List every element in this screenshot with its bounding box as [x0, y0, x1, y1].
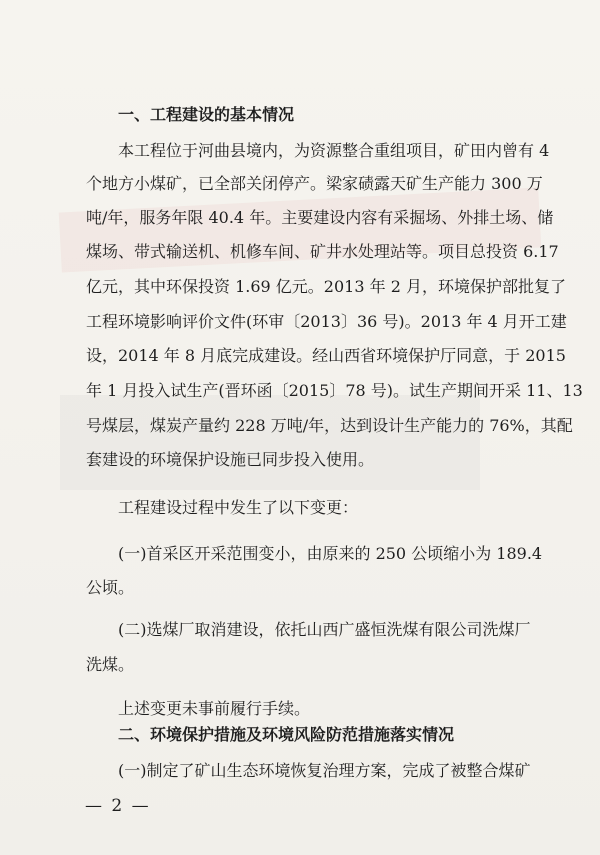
paragraph-line: (一)制定了矿山生态环境恢复治理方案，完成了被整合煤矿 [118, 761, 531, 780]
paragraph-line: 煤场、带式输送机、机修车间、矿井水处理站等。项目总投资 6.17 [86, 242, 559, 261]
paragraph-line: 号煤层，煤炭产量约 228 万吨/年，达到设计生产能力的 76%，其配 [86, 416, 573, 435]
paragraph-line: 年 1 月投入试生产(晋环函〔2015〕78 号)。试生产期间开采 11、13 [86, 381, 583, 400]
paragraph-line: 个地方小煤矿，已全部关闭停产。梁家碛露天矿生产能力 300 万 [86, 174, 543, 193]
section-heading-1: 一、工程建设的基本情况 [118, 105, 295, 124]
change-item-2: (二)选煤厂取消建设，依托山西广盛恒洗煤有限公司洗煤厂 [118, 620, 531, 639]
paragraph-line: 本工程位于河曲县境内，为资源整合重组项目，矿田内曾有 4 [118, 141, 550, 160]
paragraph-line: 上述变更未事前履行手续。 [118, 699, 311, 718]
change-item-1-cont: 公顷。 [86, 578, 135, 597]
paragraph-line: 吨/年，服务年限 40.4 年。主要建设内容有采掘场、外排土场、储 [86, 208, 554, 227]
bleed-through-mark [60, 395, 480, 490]
paragraph-line: 工程建设过程中发生了以下变更： [118, 498, 359, 517]
page-number: — 2 — [85, 796, 151, 816]
change-item-2-cont: 洗煤。 [86, 655, 135, 674]
paragraph-line: 设，2014 年 8 月底完成建设。经山西省环境保护厅同意，于 2015 [86, 346, 566, 365]
paragraph-line: 工程环境影响评价文件(环审〔2013〕36 号)。2013 年 4 月开工建 [86, 312, 567, 331]
paragraph-line: 亿元，其中环保投资 1.69 亿元。2013 年 2 月，环境保护部批复了 [86, 277, 566, 296]
section-heading-2: 二、环境保护措施及环境风险防范措施落实情况 [118, 725, 455, 744]
paragraph-line: 套建设的环境保护设施已同步投入使用。 [86, 450, 375, 469]
change-item-1: (一)首采区开采范围变小，由原来的 250 公顷缩小为 189.4 [118, 544, 543, 563]
